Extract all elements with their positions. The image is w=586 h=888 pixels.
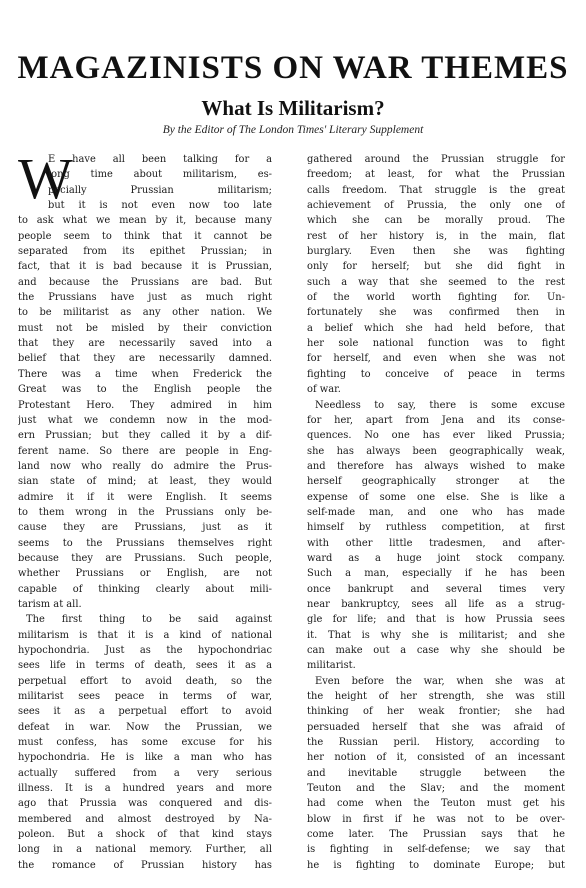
text-line: calls freedom. That struggle is the great (307, 184, 565, 196)
text-line: There was a time when Frederick the (18, 368, 272, 380)
text-line: but it is not even now too late (48, 200, 272, 212)
text-line: her sole national function was to fight (307, 338, 565, 350)
text-line: land now who really do admire the Prus- (18, 460, 272, 472)
text-line: E have all been talking for a (48, 154, 272, 165)
text-line: of the world worth fighting for. Un- (307, 292, 565, 304)
text-line: must confess, has some excuse for his (18, 737, 272, 749)
text-line: ferent name. So there are people in Eng- (18, 445, 272, 457)
text-line: rest of her history is, in the main, flat (307, 230, 565, 242)
text-line: long time about militarism, es- (48, 169, 272, 181)
text-line: near bankruptcy, sees all life as a strug- (307, 598, 565, 610)
text-line: people seem to think that it cannot be (18, 230, 272, 242)
text-line: admire it if it were English. It seems (18, 491, 272, 503)
text-line: Needless to say, there is some excuse (315, 399, 565, 411)
text-line: her notion of it, consisted of an incessant (307, 752, 565, 764)
text-line: Great was to the English people the (18, 384, 272, 396)
text-line: the Prussians have just as much right (18, 292, 272, 304)
text-line: for her, apart from Jena and its conse- (307, 414, 565, 426)
text-line: tarism at all. (18, 598, 82, 610)
text-line: illness. It is a hundred years and more (18, 783, 272, 795)
text-line: long in a national memory. Further, all (18, 844, 272, 856)
text-line: he is fighting to dominate Europe; but (307, 859, 565, 871)
text-line: only for herself; but she did fight in (307, 261, 565, 273)
text-line: she has always been geographically weak, (307, 445, 565, 457)
text-line: separated from its epithet Prussian; in (18, 246, 272, 258)
text-line: Teuton and the Slav; and the moment (307, 783, 565, 795)
text-line: gathered around the Prussian struggle for (307, 154, 565, 165)
text-line: The first thing to be said against (26, 614, 272, 626)
text-line: ern Prussian; but they called it by a dif- (18, 430, 272, 442)
text-line: hypochondria. He is like a man who has (18, 752, 272, 764)
text-line: a belief which she had held before, that (307, 322, 565, 334)
right-column (307, 152, 565, 873)
text-line: can make out a case why she should be (307, 645, 565, 656)
text-line: come later. The Prussian says that he (307, 829, 565, 841)
text-line: must not be misled by their conviction (18, 322, 272, 334)
text-line: fact, that it is bad because it is Prussian, (18, 261, 272, 273)
text-line: perpetual effort to avoid death, so the (18, 675, 272, 687)
text-line: capable of thinking clearly about mili- (18, 583, 272, 595)
text-line: expense of some one else. She is like a (307, 491, 565, 503)
text-line: cause they are Prussians, just as it (18, 522, 272, 534)
text-line: and therefore has always wished to make (307, 460, 565, 472)
text-line: and inevitable struggle between the (307, 767, 565, 779)
text-line: for herself, and even when she was not (307, 353, 565, 365)
text-line: himself by ruthless competition, at first (307, 522, 565, 534)
text-line: belief that they are necessarily damned. (18, 353, 272, 365)
text-line: sian state of mind; at least, they would (18, 476, 272, 488)
text-line: defeat in war. Now the Prussian, we (18, 721, 272, 733)
text-line: it. That is why she is militarist; and she (307, 629, 565, 641)
text-line: gle for life; and that is how Prussia sees (307, 614, 565, 626)
text-line: Even before the war, when she was at (315, 675, 565, 687)
text-line: poleon. But a shock of that kind stays (18, 829, 272, 841)
text-line: actually suffered from a very serious (18, 767, 272, 779)
text-line: sees life in terms of death, sees it as a (18, 660, 272, 672)
text-line: militarism is that it is a kind of national (18, 629, 272, 641)
text-line: fighting to conceive of peace in terms (307, 368, 565, 380)
text-line: quences. No one has ever liked Prussia; (307, 430, 565, 442)
text-line: membered and almost destroyed by Na- (18, 813, 272, 825)
article-byline: By the Editor of The London Times' Literary Supplement (162, 124, 424, 136)
text-line: the romance of Prussian history has (18, 859, 272, 871)
text-line: because they are Prussians. Such people, (18, 552, 272, 564)
text-line: of war. (307, 384, 341, 396)
text-line: Protestant Hero. They admired in him (18, 399, 272, 411)
text-line: achievement of Prussia, the only one of (307, 200, 565, 212)
text-line: persuaded herself that she was afraid of (307, 721, 565, 733)
text-line: ago that Prussia was conquered and dis- (18, 798, 272, 810)
text-line: whether Prussians or English, are not (18, 568, 272, 580)
article-title: What Is Militarism? (201, 96, 385, 120)
text-line: the Russian peril. History, according to (307, 737, 565, 749)
text-line: to ask what we mean by it, because many (18, 215, 272, 227)
text-line: self-made man, and one who has made (307, 506, 565, 518)
text-line: seems to the Prussians themselves right (18, 537, 272, 549)
text-line: and because the Prussians are bad. But (18, 276, 272, 288)
text-line: had come when the Teuton must get his (307, 798, 565, 810)
left-column (18, 146, 272, 873)
text-line: thinking of her weak frontier; she had (307, 706, 565, 718)
text-line: militarist sees peace in terms of war, (18, 691, 272, 703)
text-line: burglary. Even then she was fighting (307, 246, 565, 258)
text-line: freedom; at least, for what the Prussian (307, 169, 565, 181)
text-line: ward as a huge joint stock company. (307, 552, 565, 564)
text-line: blow in first if he was not to be over- (307, 813, 565, 825)
masthead: MAGAZINISTS ON WAR THEMES (17, 50, 569, 86)
text-line: militarist. (307, 660, 356, 672)
text-line: fortunately she was confirmed then in (307, 307, 565, 319)
text-line: to be militarist as any other nation. We (18, 307, 272, 319)
text-line: herself geographically stronger at the (307, 476, 565, 488)
text-line: Such a man, especially if he has been (307, 568, 565, 580)
text-line: hypochondria. Just as the hypochondriac (18, 645, 272, 656)
text-line: sees it as a perpetual effort to avoid (18, 706, 272, 718)
text-line: once bankrupt and several times very (307, 583, 565, 595)
text-line: to them wrong in the Prussians only be- (18, 506, 272, 518)
text-line: pecially Prussian militarism; (48, 184, 272, 196)
text-line: such a way that she seemed to the rest (307, 276, 565, 288)
text-line: is fighting in self-defense; we say that (307, 844, 565, 856)
text-line: which she can be morally proud. The (307, 215, 565, 227)
text-line: with other little tradesmen, and after- (307, 537, 565, 549)
text-line: the height of her strength, she was still (307, 691, 565, 703)
text-line: that they are necessarily saved into a (18, 338, 272, 350)
text-line: just what we condemn now in the mod- (18, 414, 272, 426)
drop-cap: W (18, 146, 73, 211)
